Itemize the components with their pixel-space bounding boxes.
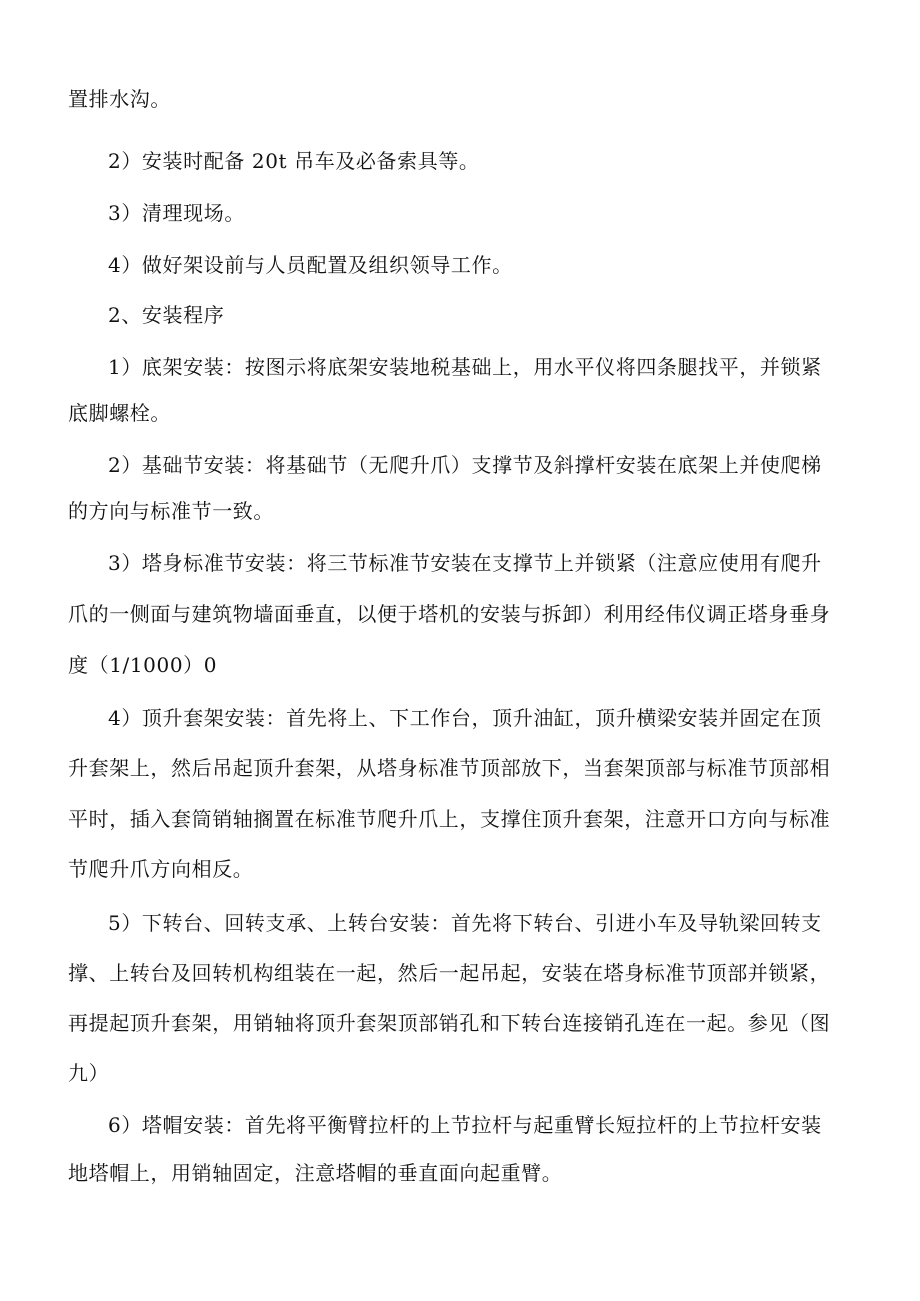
text-line: 3）塔身标准节安装：将三节标准节安装在支撑节上并锁紧（注意应使用有爬升: [108, 551, 822, 575]
text-line: 置排水沟。: [68, 87, 171, 111]
text-line: 度（1/1000）0: [68, 653, 218, 677]
text-line: 5）下转台、回转支承、上转台安装：首先将下转台、引进小车及导轨梁回转支: [108, 911, 822, 935]
text-line: 2）安装时配备 20t 吊车及必备索具等。: [108, 149, 480, 173]
text-line: 再提起顶升套架，用销轴将顶升套架顶部销孔和下转台连接销孔连在一起。参见（图: [68, 1011, 831, 1035]
text-line: 撑、上转台及回转机构组装在一起，然后一起吊起，安装在塔身标准节顶部并锁紧，: [68, 961, 831, 985]
text-line: 节爬升爪方向相反。: [68, 857, 254, 881]
text-line: 6）塔帽安装：首先将平衡臂拉杆的上节拉杆与起重臂长短拉杆的上节拉杆安装: [108, 1113, 822, 1137]
text-line: 爪的一侧面与建筑物墙面垂直，以便于塔机的安装与拆卸）利用经伟仪调正塔身垂身: [68, 602, 831, 626]
text-line: 地塔帽上，用销轴固定，注意塔帽的垂直面向起重臂。: [68, 1161, 563, 1185]
text-line: 4）顶升套架安装：首先将上、下工作台，顶升油缸，顶升横梁安装并固定在顶: [108, 706, 822, 730]
text-line: 1）底架安装：按图示将底架安装地税基础上，用水平仪将四条腿找平，并锁紧: [108, 355, 822, 379]
text-line: 底脚螺栓。: [68, 401, 171, 425]
text-line: 4）做好架设前与人员配置及组织领导工作。: [108, 253, 513, 277]
text-line: 3）清理现场。: [108, 201, 245, 225]
text-line: 2）基础节安装：将基础节（无爬升爪）支撑节及斜撑杆安装在底架上并使爬梯: [108, 453, 822, 477]
text-line: 平时，插入套筒销轴搁置在标准节爬升爪上，支撑住顶升套架，注意开口方向与标准: [68, 807, 831, 831]
section-heading: 2、安装程序: [108, 303, 225, 327]
text-line: 九）: [68, 1061, 110, 1085]
text-line: 的方向与标准节一致。: [68, 499, 274, 523]
text-line: 升套架上，然后吊起顶升套架，从塔身标准节顶部放下，当套架顶部与标准节顶部相: [68, 756, 831, 780]
